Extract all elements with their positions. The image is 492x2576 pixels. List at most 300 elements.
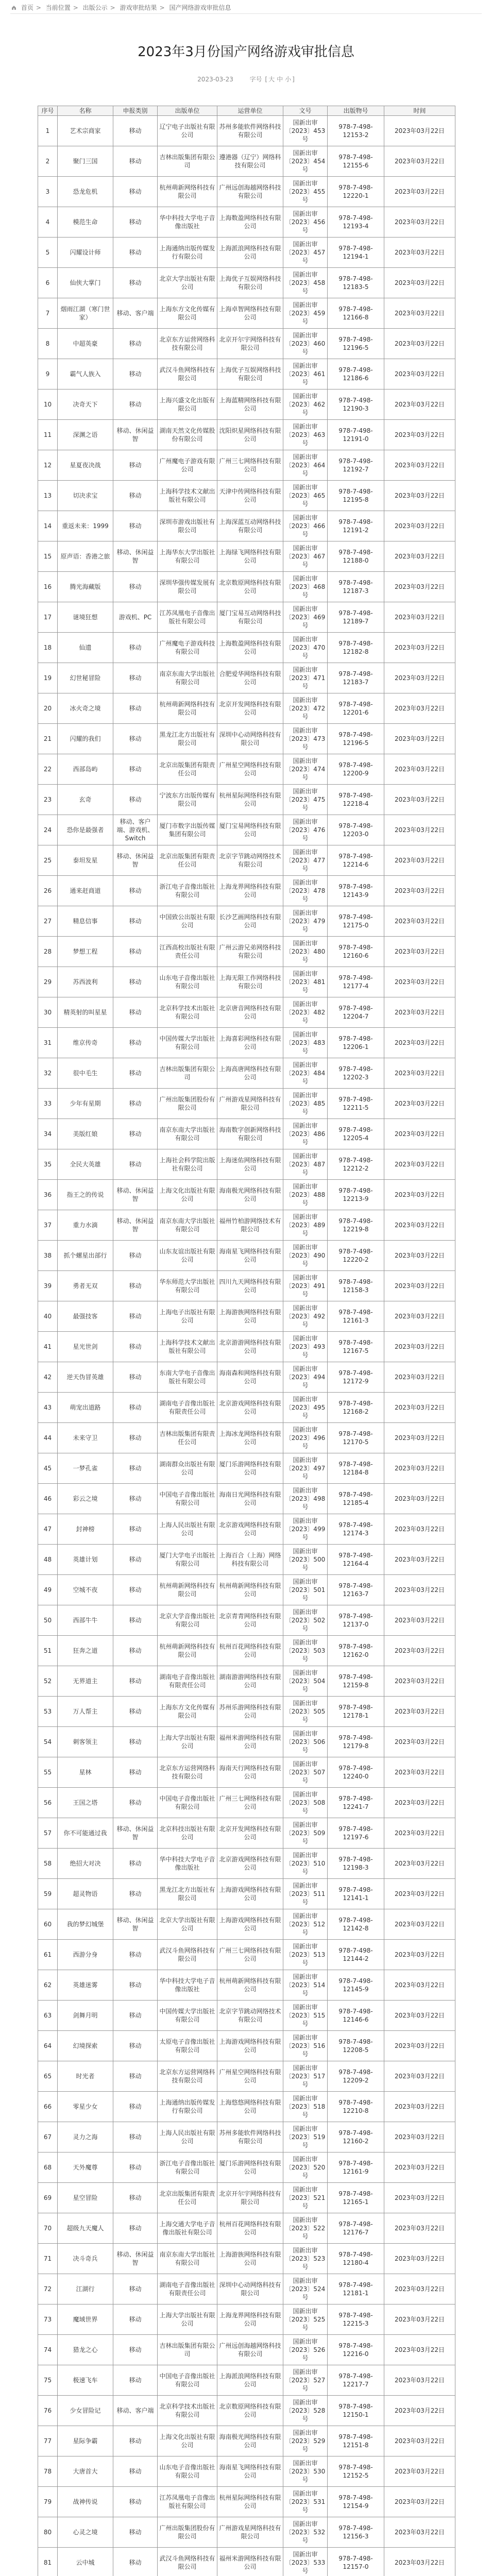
cell-operator: 上海数盈网络科技有限公司 (217, 207, 283, 238)
cell-index: 23 (38, 785, 58, 815)
cell-publisher: 山东电子音像出版社有限公司 (158, 2456, 217, 2487)
table-row (38, 1514, 455, 1545)
cell-doc-number: 国新出审〔2023〕512号 (283, 1909, 328, 1940)
cell-isbn: 978-7-498-12152-5 (328, 2456, 384, 2487)
cell-index: 12 (38, 450, 58, 481)
cell-index: 75 (38, 2365, 58, 2396)
cell-doc-number: 国新出审〔2023〕493号 (283, 1332, 328, 1362)
table-row (38, 329, 455, 359)
cell-operator: 长沙艺画网络科技有限公司 (217, 906, 283, 937)
cell-category: 移动 (113, 1271, 158, 1301)
cell-category: 移动 (113, 177, 158, 207)
table-row (38, 2061, 455, 2092)
cell-publisher: 辽宁电子出版社有限公司 (158, 116, 217, 146)
cell-isbn: 978-7-498-12190-3 (328, 389, 384, 420)
article-meta (0, 75, 492, 83)
cell-operator: 北京游游网络科技有限公司 (217, 1332, 283, 1362)
cell-isbn: 978-7-498-12202-3 (328, 1058, 384, 1089)
cell-doc-number: 国新出审〔2023〕530号 (283, 2456, 328, 2487)
cell-operator: 广州游戏星网络科技有限公司 (217, 1089, 283, 1119)
cell-category: 移动 (113, 1879, 158, 1909)
cell-date: 2023年03月22日 (384, 238, 455, 268)
cell-date: 2023年03月22日 (384, 1757, 455, 1788)
cell-name: 幻世秘冒险 (58, 663, 113, 693)
cell-doc-number: 国新出审〔2023〕499号 (283, 1514, 328, 1545)
cell-isbn: 978-7-498-12166-8 (328, 298, 384, 329)
cell-index: 35 (38, 1149, 58, 1180)
cell-doc-number: 国新出审〔2023〕501号 (283, 1575, 328, 1605)
cell-name: 空城不夜 (58, 1575, 113, 1605)
cell-date: 2023年03月22日 (384, 1332, 455, 1362)
cell-category: 移动 (113, 238, 158, 268)
cell-date: 2023年03月22日 (384, 359, 455, 389)
cell-index: 40 (38, 1301, 58, 1332)
cell-doc-number: 国新出审〔2023〕463号 (283, 420, 328, 450)
table-row (38, 2517, 455, 2548)
cell-operator: 上海游戏网络科技有限公司 (217, 1879, 283, 1909)
cell-name: 大唐首大 (58, 2456, 113, 2487)
cell-category: 移动 (113, 1301, 158, 1332)
cell-name: 维京传奇 (58, 1028, 113, 1058)
cell-date: 2023年03月22日 (384, 1545, 455, 1575)
cell-category: 移动 (113, 2092, 158, 2122)
cell-category: 移动 (113, 1423, 158, 1453)
cell-name: 幻境探索 (58, 2031, 113, 2061)
table-row (38, 1149, 455, 1180)
cell-category: 移动 (113, 1241, 158, 1271)
table-row (38, 754, 455, 785)
cell-name: 通来赶商道 (58, 876, 113, 906)
cell-isbn: 978-7-498-12154-9 (328, 2487, 384, 2517)
cell-index: 28 (38, 937, 58, 967)
cell-publisher: 江西高校出版社有限责任公司 (158, 937, 217, 967)
font-size-large[interactable]: 大 (268, 76, 275, 83)
table-row (38, 663, 455, 693)
breadcrumb-home[interactable]: 首页 (21, 4, 33, 11)
cell-publisher: 北京东方运营网络科技有限公司 (158, 2061, 217, 2092)
cell-index: 43 (38, 1393, 58, 1423)
cell-publisher: 上海交通大学电子音像出版社有限公司 (158, 2213, 217, 2244)
cell-index: 69 (38, 2183, 58, 2213)
table-row (38, 1484, 455, 1514)
cell-category: 移动 (113, 1849, 158, 1879)
cell-operator: 上海优子互娱网络科技有限公司 (217, 359, 283, 389)
cell-doc-number: 国新出审〔2023〕482号 (283, 997, 328, 1028)
table-row (38, 359, 455, 389)
cell-publisher: 华中科技大学电子音像出版社 (158, 1970, 217, 2001)
table-row (38, 1180, 455, 1210)
table-row (38, 602, 455, 633)
cell-publisher: 中国电子音像出版社有限公司 (158, 1788, 217, 1818)
cell-operator: 上海蓝精网络科技有限公司 (217, 389, 283, 420)
cell-publisher: 上海东方文化传媒有限公司 (158, 1697, 217, 1727)
cell-operator: 北京数原网络科技有限公司 (217, 2396, 283, 2426)
cell-date: 2023年03月22日 (384, 633, 455, 663)
cell-name: 江湖行 (58, 2274, 113, 2304)
cell-date: 2023年03月22日 (384, 2153, 455, 2183)
cell-date: 2023年03月22日 (384, 2213, 455, 2244)
cell-name: 全民大英雄 (58, 1149, 113, 1180)
cell-publisher: 上海东方文化传媒有限公司 (158, 298, 217, 329)
cell-isbn: 978-7-498-12211-5 (328, 1089, 384, 1119)
cell-date: 2023年03月22日 (384, 146, 455, 177)
cell-index: 48 (38, 1545, 58, 1575)
cell-name: 重返未来：1999 (58, 511, 113, 541)
header-date: 时间 (384, 106, 455, 116)
cell-operator: 海南极光网络科技有限公司 (217, 2426, 283, 2456)
cell-date: 2023年03月22日 (384, 1909, 455, 1940)
table-row (38, 1362, 455, 1393)
cell-category: 移动 (113, 1089, 158, 1119)
table-row (38, 1545, 455, 1575)
cell-date: 2023年03月22日 (384, 1970, 455, 2001)
cell-operator: 海南星飞网络科技有限公司 (217, 1241, 283, 1271)
cell-publisher: 厦门大学电子出版社有限公司 (158, 1545, 217, 1575)
cell-name: 英雄计划 (58, 1545, 113, 1575)
cell-publisher: 北京大学音像出版社有限公司 (158, 1605, 217, 1636)
cell-operator: 上海无限工作网络科技有限公司 (217, 967, 283, 997)
cell-doc-number: 国新出审〔2023〕455号 (283, 177, 328, 207)
cell-index: 52 (38, 1666, 58, 1697)
cell-publisher: 上海文化出版社有限公司 (158, 1180, 217, 1210)
cell-operator: 北京青青网络科技有限公司 (217, 1605, 283, 1636)
cell-category: 移动、休闲益智 (113, 420, 158, 450)
cell-publisher: 南京东南大学出版社有限公司 (158, 1210, 217, 1241)
cell-publisher: 深圳市游戏出版社有限公司 (158, 511, 217, 541)
cell-doc-number: 国新出审〔2023〕508号 (283, 1788, 328, 1818)
cell-doc-number: 国新出审〔2023〕510号 (283, 1849, 328, 1879)
cell-publisher: 江苏凤凰电子音像出版社有限公司 (158, 2487, 217, 2517)
cell-name: 精息信事 (58, 906, 113, 937)
cell-publisher: 黑龙江北方出版社有限公司 (158, 1879, 217, 1909)
cell-category: 移动、休闲益智 (113, 2244, 158, 2274)
cell-publisher: 太原电子音像出版社有限公司 (158, 2031, 217, 2061)
cell-index: 46 (38, 1484, 58, 1514)
cell-category: 移动 (113, 1757, 158, 1788)
cell-isbn: 978-7-498-12144-2 (328, 1940, 384, 1970)
cell-category: 游戏机、PC (113, 602, 158, 633)
cell-isbn: 978-7-498-12219-8 (328, 1210, 384, 1241)
cell-publisher: 吉林出版集团有限公司 (158, 146, 217, 177)
font-size-small[interactable]: 小 (285, 76, 292, 83)
cell-doc-number: 国新出审〔2023〕486号 (283, 1119, 328, 1149)
cell-index: 77 (38, 2426, 58, 2456)
cell-doc-number: 国新出审〔2023〕492号 (283, 1301, 328, 1332)
cell-doc-number: 国新出审〔2023〕484号 (283, 1058, 328, 1089)
cell-isbn: 978-7-498-12191-0 (328, 420, 384, 450)
breadcrumb-publication[interactable]: 出版公示 (82, 4, 108, 11)
table-row (38, 298, 455, 329)
cell-publisher: 上海兴盛文化出版有限公司 (158, 389, 217, 420)
table-row (38, 1940, 455, 1970)
cell-doc-number: 国新出审〔2023〕468号 (283, 572, 328, 602)
cell-doc-number: 国新出审〔2023〕503号 (283, 1636, 328, 1666)
table-row (38, 1909, 455, 1940)
cell-date: 2023年03月22日 (384, 450, 455, 481)
cell-index: 79 (38, 2487, 58, 2517)
cell-isbn: 978-7-498-12184-8 (328, 1453, 384, 1484)
cell-operator: 上海高唐网络科技有限公司 (217, 1058, 283, 1089)
cell-isbn: 978-7-498-12161-3 (328, 1301, 384, 1332)
cell-doc-number: 国新出审〔2023〕500号 (283, 1545, 328, 1575)
breadcrumb-game-approval[interactable]: 游戏审批结果 (120, 4, 157, 11)
cell-name: 聚门三国 (58, 146, 113, 177)
cell-isbn: 978-7-498-12203-0 (328, 815, 384, 845)
cell-isbn: 978-7-498-12185-4 (328, 1484, 384, 1514)
cell-name: 重力水滴 (58, 1210, 113, 1241)
cell-date: 2023年03月22日 (384, 420, 455, 450)
cell-index: 22 (38, 754, 58, 785)
cell-name: 封神榜 (58, 1514, 113, 1545)
cell-index: 31 (38, 1028, 58, 1058)
table-row (38, 967, 455, 997)
table-row (38, 2213, 455, 2244)
cell-index: 64 (38, 2031, 58, 2061)
table-row (38, 1271, 455, 1301)
cell-category: 移动 (113, 1788, 158, 1818)
approval-table-container (38, 106, 455, 2576)
cell-doc-number: 国新出审〔2023〕474号 (283, 754, 328, 785)
cell-category: 移动 (113, 389, 158, 420)
table-row (38, 1970, 455, 2001)
cell-index: 68 (38, 2153, 58, 2183)
home-icon (11, 5, 16, 10)
approval-table (38, 106, 455, 2576)
cell-category: 移动、客户端、游戏机、Switch (113, 815, 158, 845)
cell-publisher: 广州魔电子游戏科技有限公司 (158, 633, 217, 663)
cell-doc-number: 国新出审〔2023〕507号 (283, 1757, 328, 1788)
cell-doc-number: 国新出审〔2023〕533号 (283, 2548, 328, 2576)
cell-doc-number: 国新出审〔2023〕514号 (283, 1970, 328, 2001)
cell-operator: 上海龙界网络科技有限公司 (217, 876, 283, 906)
font-size-medium[interactable]: 中 (277, 76, 283, 83)
cell-isbn: 978-7-498-12213-9 (328, 1180, 384, 1210)
table-row (38, 2122, 455, 2153)
cell-operator: 上海派浪网络科技有限公司 (217, 238, 283, 268)
cell-isbn: 978-7-498-12194-1 (328, 238, 384, 268)
cell-name: 美版红娘 (58, 1119, 113, 1149)
cell-date: 2023年03月22日 (384, 2456, 455, 2487)
cell-operator: 北京开发网络科技有限公司 (217, 693, 283, 724)
cell-index: 18 (38, 633, 58, 663)
cell-operator: 广州星空网络科技有限公司 (217, 754, 283, 785)
cell-isbn: 978-7-498-12189-7 (328, 602, 384, 633)
cell-publisher: 北京科学技术出版社有限公司 (158, 2396, 217, 2426)
cell-index: 13 (38, 481, 58, 511)
cell-publisher: 武汉斗鱼网络科技有限公司 (158, 1940, 217, 1970)
cell-category: 移动 (113, 1362, 158, 1393)
cell-publisher: 武汉斗鱼网络科技有限公司 (158, 2548, 217, 2576)
cell-name: 勇者无双 (58, 1271, 113, 1301)
table-row (38, 1697, 455, 1727)
cell-name: 彩云之境 (58, 1484, 113, 1514)
cell-name: 星际争霸 (58, 2426, 113, 2456)
cell-name: 你不可能通过我 (58, 1818, 113, 1849)
cell-index: 60 (38, 1909, 58, 1940)
cell-category: 移动 (113, 481, 158, 511)
table-row (38, 1818, 455, 1849)
cell-category: 移动 (113, 116, 158, 146)
cell-date: 2023年03月22日 (384, 2122, 455, 2153)
table-header-row (38, 106, 455, 116)
cell-category: 移动 (113, 2031, 158, 2061)
cell-operator: 上海迷佑网络科技有限公司 (217, 1149, 283, 1180)
cell-category: 移动 (113, 268, 158, 298)
cell-name: 少年有星期 (58, 1089, 113, 1119)
font-size-control: 字号 [ 大 中 小 ] (249, 76, 295, 83)
cell-publisher: 江苏凤凰电子音像出版社有限公司 (158, 602, 217, 633)
cell-name: 零星少女 (58, 2092, 113, 2122)
cell-name: 我的梦幻城堡 (58, 1909, 113, 1940)
cell-index: 33 (38, 1089, 58, 1119)
cell-doc-number: 国新出审〔2023〕511号 (283, 1879, 328, 1909)
cell-category: 移动 (113, 1119, 158, 1149)
cell-name: 超级九天魔人 (58, 2213, 113, 2244)
cell-operator: 广州远创海越网络科技有限公司 (217, 2335, 283, 2365)
cell-publisher: 杭州萌新网络科技有限公司 (158, 693, 217, 724)
cell-isbn: 978-7-498-12192-7 (328, 450, 384, 481)
cell-isbn: 978-7-498-12156-3 (328, 2517, 384, 2548)
cell-doc-number: 国新出审〔2023〕521号 (283, 2183, 328, 2213)
cell-name: 烟雨江湖（寒门世家） (58, 298, 113, 329)
cell-publisher: 东南大学电子音像出版社有限公司 (158, 1362, 217, 1393)
cell-index: 80 (38, 2517, 58, 2548)
table-row (38, 420, 455, 450)
page-title: 2023年3月份国产网络游戏审批信息 (138, 44, 354, 60)
cell-isbn: 978-7-498-12210-8 (328, 2092, 384, 2122)
cell-publisher: 湖南天然文化传媒股份有限公司 (158, 420, 217, 450)
cell-index: 8 (38, 329, 58, 359)
cell-name: 腾光海藏版 (58, 572, 113, 602)
table-row (38, 2244, 455, 2274)
cell-name: 中超英豪 (58, 329, 113, 359)
header-category: 申报类别 (113, 106, 158, 116)
cell-category: 移动 (113, 2517, 158, 2548)
cell-date: 2023年03月22日 (384, 389, 455, 420)
cell-operator: 北京字节跳动网络技术有限公司 (217, 2001, 283, 2031)
cell-operator: 上海龙界网络科技有限公司 (217, 2304, 283, 2335)
cell-doc-number: 国新出审〔2023〕454号 (283, 146, 328, 177)
table-row (38, 1058, 455, 1089)
cell-operator: 杭州星际网络科技有限公司 (217, 785, 283, 815)
cell-name: 逆天伪冒英雄 (58, 1362, 113, 1393)
cell-category: 移动 (113, 450, 158, 481)
cell-category: 移动 (113, 329, 158, 359)
cell-category: 移动 (113, 2061, 158, 2092)
cell-index: 62 (38, 1970, 58, 2001)
cell-publisher: 上海通纳出版传媒发行有限公司 (158, 238, 217, 268)
table-row (38, 1119, 455, 1149)
cell-date: 2023年03月22日 (384, 1727, 455, 1757)
cell-doc-number: 国新出审〔2023〕476号 (283, 815, 328, 845)
table-row (38, 1210, 455, 1241)
table-row (38, 1241, 455, 1271)
cell-date: 2023年03月22日 (384, 541, 455, 572)
cell-isbn: 978-7-498-12220-2 (328, 1241, 384, 1271)
cell-operator: 广州三七网络科技有限公司 (217, 1940, 283, 1970)
cell-name: 恐你是最强者 (58, 815, 113, 845)
cell-index: 3 (38, 177, 58, 207)
table-row (38, 511, 455, 541)
cell-name: 一梦孔雀 (58, 1453, 113, 1484)
cell-name: 切决求宝 (58, 481, 113, 511)
cell-publisher: 吉林出版集团有限公司 (158, 1058, 217, 1089)
header-index: 序号 (38, 106, 58, 116)
cell-doc-number: 国新出审〔2023〕461号 (283, 359, 328, 389)
cell-publisher: 北京科技出版社有限公司 (158, 1818, 217, 1849)
cell-date: 2023年03月22日 (384, 1605, 455, 1636)
cell-doc-number: 国新出审〔2023〕465号 (283, 481, 328, 511)
cell-category: 移动 (113, 2365, 158, 2396)
cell-category: 移动 (113, 1727, 158, 1757)
cell-name: 霸气人族入 (58, 359, 113, 389)
cell-index: 72 (38, 2274, 58, 2304)
cell-name: 闪耀的我们 (58, 724, 113, 754)
cell-category: 移动 (113, 207, 158, 238)
cell-isbn: 978-7-498-12142-8 (328, 1909, 384, 1940)
cell-index: 65 (38, 2061, 58, 2092)
cell-isbn: 978-7-498-12188-0 (328, 541, 384, 572)
cell-name: 模范生命 (58, 207, 113, 238)
cell-category: 移动 (113, 1545, 158, 1575)
cell-isbn: 978-7-498-12178-1 (328, 1697, 384, 1727)
cell-publisher: 南京东南大学出版社有限公司 (158, 1119, 217, 1149)
cell-isbn: 978-7-498-12175-0 (328, 906, 384, 937)
cell-operator: 北京开尔宇网络科技有限公司 (217, 329, 283, 359)
cell-publisher: 上海人民出版社有限公司 (158, 2122, 217, 2153)
cell-name: 万人帮主 (58, 1697, 113, 1727)
cell-name: 刺客领主 (58, 1727, 113, 1757)
header-name: 名称 (58, 106, 113, 116)
publish-date: 2023-03-23 (197, 76, 233, 83)
cell-isbn: 978-7-498-12196-5 (328, 329, 384, 359)
cell-doc-number: 国新出审〔2023〕531号 (283, 2487, 328, 2517)
cell-operator: 上海百合（上海）网络科技有限公司 (217, 1545, 283, 1575)
cell-name: 星夏夜决战 (58, 450, 113, 481)
table-row (38, 177, 455, 207)
cell-publisher: 浙江电子音像出版社有限公司 (158, 2153, 217, 2183)
cell-category: 移动 (113, 2274, 158, 2304)
cell-operator: 海南星飞网络科技有限公司 (217, 2456, 283, 2487)
cell-date: 2023年03月22日 (384, 1575, 455, 1605)
cell-doc-number: 国新出审〔2023〕524号 (283, 2274, 328, 2304)
cell-operator: 广州星空网络科技有限公司 (217, 2061, 283, 2092)
cell-publisher: 华中科技大学电子音像出版社 (158, 1849, 217, 1879)
cell-index: 4 (38, 207, 58, 238)
cell-operator: 海南天行网络科技有限公司 (217, 1757, 283, 1788)
cell-isbn: 978-7-498-12187-3 (328, 572, 384, 602)
cell-date: 2023年03月22日 (384, 1119, 455, 1149)
cell-operator: 福州米游网络科技有限公司 (217, 1727, 283, 1757)
cell-date: 2023年03月22日 (384, 298, 455, 329)
cell-date: 2023年03月22日 (384, 2426, 455, 2456)
table-row (38, 1089, 455, 1119)
cell-isbn: 978-7-498-12191-2 (328, 511, 384, 541)
cell-index: 21 (38, 724, 58, 754)
cell-doc-number: 国新出审〔2023〕470号 (283, 633, 328, 663)
cell-operator: 厦门宝易网络科技有限公司 (217, 815, 283, 845)
cell-index: 50 (38, 1605, 58, 1636)
cell-doc-number: 国新出审〔2023〕490号 (283, 1241, 328, 1271)
cell-operator: 上海游戏网络科技有限公司 (217, 2031, 283, 2061)
header-divider (10, 13, 482, 14)
cell-date: 2023年03月22日 (384, 2396, 455, 2426)
cell-publisher: 上海社会科学院出版社有限公司 (158, 1149, 217, 1180)
cell-date: 2023年03月22日 (384, 785, 455, 815)
cell-publisher: 中国电子音像出版社有限公司 (158, 2365, 217, 2396)
cell-publisher: 上海文化出版社有限公司 (158, 2426, 217, 2456)
cell-doc-number: 国新出审〔2023〕517号 (283, 2061, 328, 2092)
